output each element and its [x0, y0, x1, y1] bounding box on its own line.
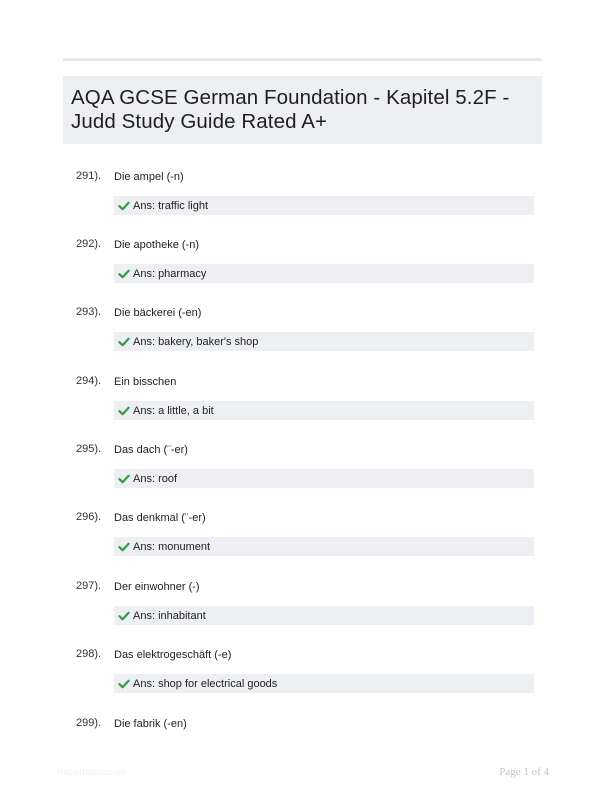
answer-text: Ans: roof	[133, 472, 178, 485]
question-text: Die bäckerei (-en)	[114, 307, 202, 319]
question-text: Die ampel (-n)	[114, 171, 184, 183]
answer-box	[114, 606, 534, 625]
checkmark-icon	[118, 268, 130, 280]
answer-box	[114, 401, 534, 420]
checkmark-icon	[118, 200, 130, 212]
list-item	[0, 579, 606, 639]
list-item	[0, 169, 606, 229]
page-title: AQA GCSE German Foundation - Kapitel 5.2F - Judd Study Guide Rated A+	[71, 86, 510, 133]
question-text: Das elektrogeschäft (-e)	[114, 649, 232, 661]
answer-text: Ans: monument	[133, 540, 211, 553]
answer-box	[114, 469, 534, 488]
answer-box	[114, 196, 534, 215]
checkmark-icon	[118, 405, 130, 417]
checkmark-icon	[118, 473, 130, 485]
answer-text: Ans: pharmacy	[133, 267, 207, 280]
answer-text: Ans: bakery, baker's shop	[133, 335, 259, 348]
checkmark-icon	[118, 336, 130, 348]
list-item	[0, 510, 606, 570]
list-item	[0, 374, 606, 434]
answer-text: Ans: a little, a bit	[133, 404, 214, 417]
list-item	[0, 442, 606, 502]
question-number: 296).	[76, 511, 102, 523]
list-item	[0, 647, 606, 707]
question-number: 293).	[76, 306, 102, 318]
answer-box	[114, 674, 534, 693]
question-text: Die fabrik (-en)	[114, 718, 187, 730]
question-text: Die apotheke (-n)	[114, 239, 199, 251]
answer-box	[114, 264, 534, 283]
list-item	[0, 237, 606, 297]
answer-box	[114, 332, 534, 351]
checkmark-icon	[118, 541, 130, 553]
question-number: 297).	[76, 580, 102, 592]
question-text: Ein bisschen	[114, 376, 177, 388]
question-number: 299).	[76, 717, 102, 729]
question-number: 292).	[76, 238, 102, 250]
question-text: Das dach (¨-er)	[114, 444, 188, 456]
question-number: 294).	[76, 375, 102, 387]
page-indicator: Page 1 of 4	[499, 766, 549, 778]
list-item	[0, 305, 606, 365]
question-number: 291).	[76, 170, 102, 182]
question-text: Das denkmal (¨-er)	[114, 512, 206, 524]
question-number: 298).	[76, 648, 102, 660]
answer-text: Ans: shop for electrical goods	[133, 677, 278, 690]
answer-text: Ans: inhabitant	[133, 609, 206, 622]
footer-watermark: Paperrgbsc.com	[57, 767, 127, 778]
answer-text: Ans: traffic light	[133, 199, 208, 212]
checkmark-icon	[118, 678, 130, 690]
question-number: 295).	[76, 443, 102, 455]
checkmark-icon	[118, 610, 130, 622]
question-text: Der einwohner (-)	[114, 581, 200, 593]
answer-box	[114, 537, 534, 556]
